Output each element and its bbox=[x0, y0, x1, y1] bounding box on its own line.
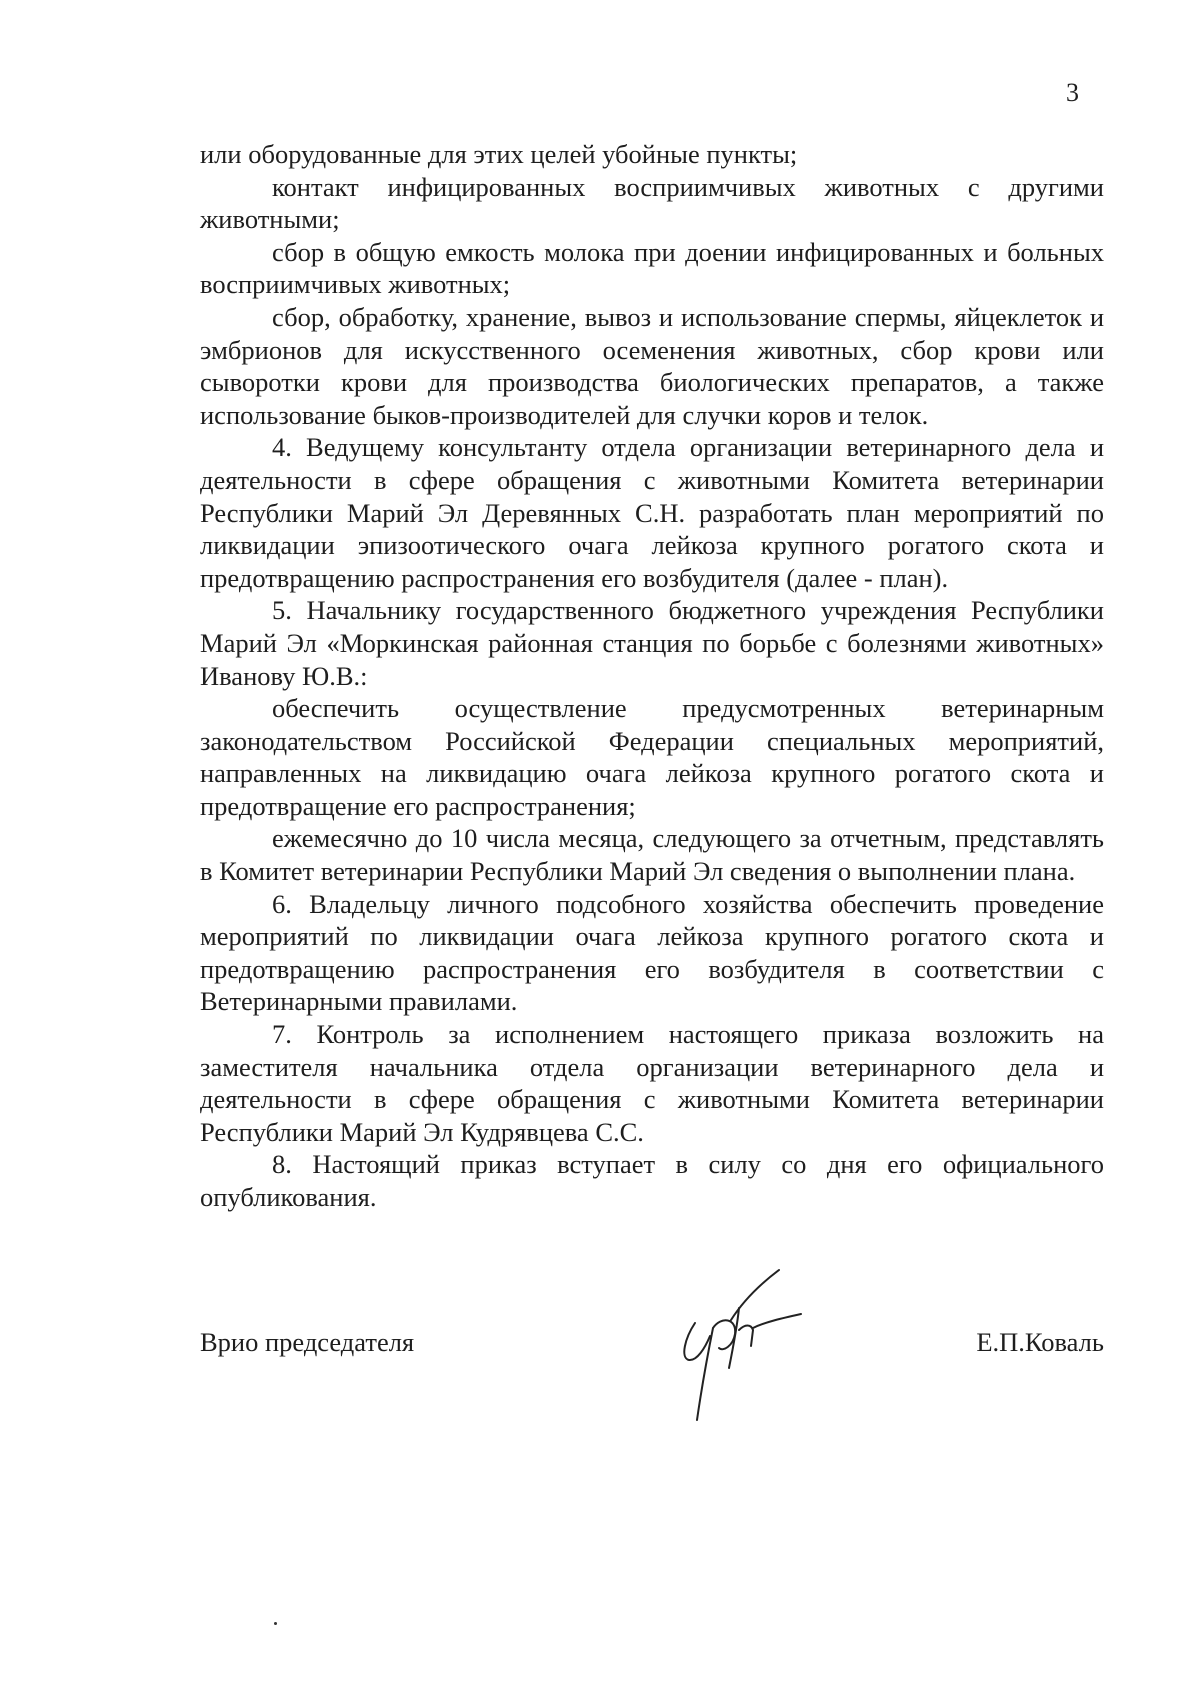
paragraph: 4. Ведущему консультанту отдела организации ветеринарного дела и деятельности в сфере обращения с животными Комитета ветеринарии Республики Марий Эл Деревянных С.Н. разработать план мероприятий по ликвидации эпизоотического очага лейкоза крупного рогатого скота и предотвращению распространения его возбудителя (далее - план). bbox=[200, 432, 1104, 593]
paragraph: сбор в общую емкость молока при доении инфицированных и больных восприимчивых животных; bbox=[200, 236, 1104, 300]
paragraph: 8. Настоящий приказ вступает в силу со дня его официального опубликования. bbox=[200, 1149, 1104, 1212]
signature-block bbox=[200, 1326, 1104, 1366]
document-body bbox=[200, 138, 1104, 1214]
paragraph: 5. Начальнику государственного бюджетного учреждения Республики Марий Эл «Моркинская районная станция по борьбе с болезнями животных» Иванову Ю.В.: bbox=[200, 595, 1104, 691]
paragraph: 6. Владельцу личного подсобного хозяйства обеспечить проведение мероприятий по ликвидации очага лейкоза крупного рогатого скота и предотвращению распространения его возбудителя в соответствии с Ветеринарными правилами. bbox=[200, 888, 1104, 1017]
paragraph: контакт инфицированных восприимчивых животных с другими животными; bbox=[200, 171, 1104, 235]
paragraph: сбор, обработку, хранение, вывоз и использование спермы, яйцеклеток и эмбрионов для искусственного осеменения животных, сбор крови или сыворотки крови для производства биологических препаратов, а также использование быков-производителей для случки коров и телок. bbox=[200, 301, 1104, 430]
paragraph: 7. Контроль за исполнением настоящего приказа возложить на заместителя начальника отдела организации ветеринарного дела и деятельности в сфере обращения с животными Комитета ветеринарии Республики Марий Эл Кудрявцева С.С. bbox=[200, 1019, 1104, 1147]
page-number: 3 bbox=[1066, 78, 1079, 107]
paragraph: обеспечить осуществление предусмотренных ветеринарным законодательством Российской Федерации специальных мероприятий, направленных на ликвидацию очага лейкоза крупного рогатого скота и предотвращение его распространения; bbox=[200, 693, 1104, 821]
paragraph: ежемесячно до 10 числа месяца, следующего за отчетным, представлять в Комитет ветеринарии Республики Марий Эл сведения о выполнении плана. bbox=[200, 823, 1104, 887]
signer-title: Врио председателя bbox=[200, 1327, 415, 1357]
signer-name: Е.П.Коваль bbox=[976, 1327, 1104, 1357]
paragraph: или оборудованные для этих целей убойные пункты; bbox=[200, 139, 798, 169]
stray-mark bbox=[274, 1622, 277, 1625]
